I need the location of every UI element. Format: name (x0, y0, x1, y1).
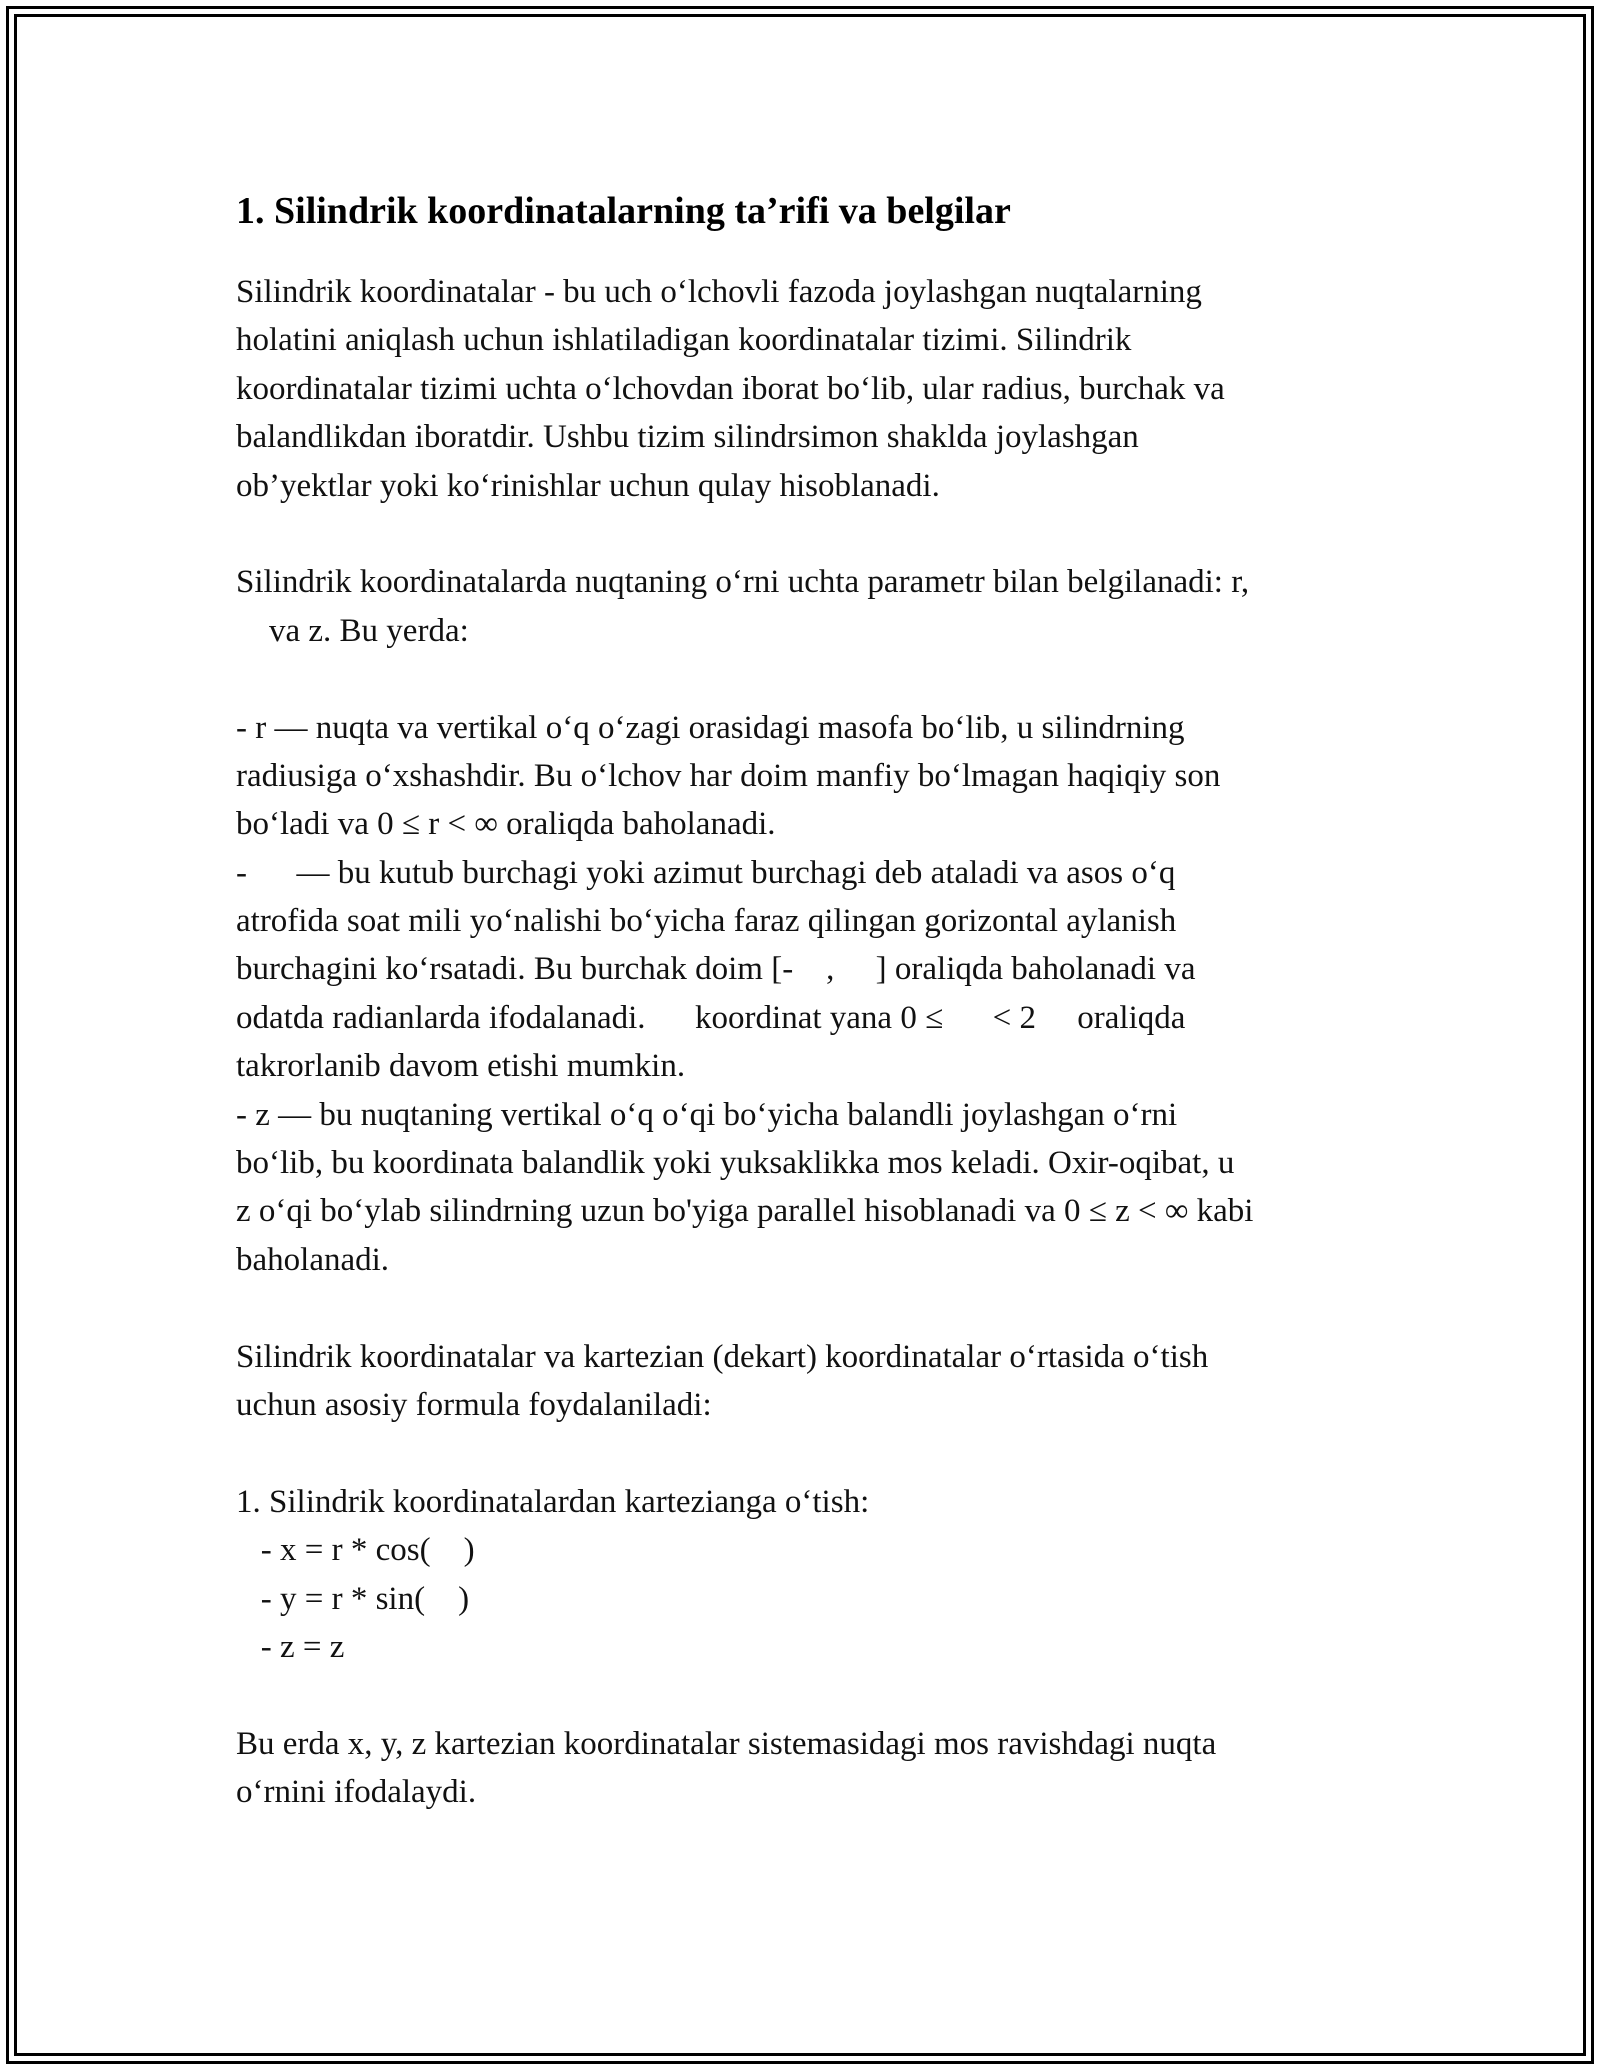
formula-line: - y = r * sin( ) (236, 1580, 470, 1617)
text-line: atrofida soat mili yo‘nalishi bo‘yicha faraz qilingan gorizontal aylanish (236, 903, 1177, 940)
text-line: odatda radianlarda ifodalanadi. koordinat yana 0 ≤ < 2 oraliqda (236, 999, 1186, 1036)
blank-line (236, 510, 1386, 558)
text-line: z o‘qi bo‘ylab silindrning uzun bo'yiga parallel hisoblanadi va 0 ≤ z < ∞ kabi (236, 1193, 1254, 1230)
text-line: o‘rnini ifodalaydi. (236, 1774, 477, 1811)
formula-line: - z = z (236, 1628, 345, 1665)
text-line: - r — nuqta va vertikal o‘q o‘zagi orasidagi masofa bo‘lib, u silindrning (236, 709, 1185, 746)
list-heading: 1. Silindrik koordinatalardan kartezianga o‘tish: (236, 1483, 870, 1520)
text-line: va z. Bu yerda: (236, 612, 469, 649)
text-line: Silindrik koordinatalar va kartezian (dekart) koordinatalar o‘rtasida o‘tish (236, 1338, 1209, 1375)
text-line: takrorlanib davom etishi mumkin. (236, 1048, 686, 1085)
text-line: - z — bu nuqtaning vertikal o‘q o‘qi bo‘yicha balandli joylashgan o‘rni (236, 1096, 1178, 1133)
text-line: balandlikdan iboratdir. Ushbu tizim silindrsimon shaklda joylashgan (236, 419, 1139, 456)
text-line: burchagini ko‘rsatadi. Bu burchak doim [- , ] oraliqda baholanadi va (236, 951, 1196, 988)
text-line: koordinatalar tizimi uchta o‘lchovdan iborat bo‘lib, ular radius, burchak va (236, 370, 1225, 407)
text-line: - — bu kutub burchagi yoki azimut burchagi deb ataladi va asos o‘q (236, 854, 1176, 891)
formula-line: - x = r * cos( ) (236, 1532, 475, 1569)
text-line: Bu erda x, y, z kartezian koordinatalar sistemasidagi mos ravishdagi nuqta (236, 1725, 1217, 1762)
text-line: bo‘lib, bu koordinata balandlik yoki yuksaklikka mos keladi. Oxir-oqibat, u (236, 1145, 1235, 1182)
blank-line (236, 655, 1386, 703)
document-body (236, 186, 1386, 1817)
text-line: bo‘ladi va 0 ≤ r < ∞ oraliqda baholanadi. (236, 806, 776, 843)
body-text (236, 268, 1386, 1817)
text-line: ob’yektlar yoki ko‘rinishlar uchun qulay hisoblanadi. (236, 467, 940, 504)
text-line: Silindrik koordinatalar - bu uch o‘lchovli fazoda joylashgan nuqtalarning (236, 274, 1202, 310)
blank-line (236, 1429, 1386, 1477)
text-line: holatini aniqlash uchun ishlatiladigan koordinatalar tizimi. Silindrik (236, 322, 1132, 359)
text-line: radiusiga o‘xshashdir. Bu o‘lchov har doim manfiy bo‘lmagan haqiqiy son (236, 757, 1221, 794)
section-heading: 1. Silindrik koordinatalarning ta’rifi va belgilar (236, 190, 1011, 232)
text-line: baholanadi. (236, 1241, 390, 1278)
blank-line (236, 1284, 1386, 1332)
text-line: Silindrik koordinatalarda nuqtaning o‘rni uchta parametr bilan belgilanadi: r, (236, 564, 1250, 601)
blank-line (236, 1671, 1386, 1719)
text-line: uchun asosiy formula foydalaniladi: (236, 1386, 712, 1423)
